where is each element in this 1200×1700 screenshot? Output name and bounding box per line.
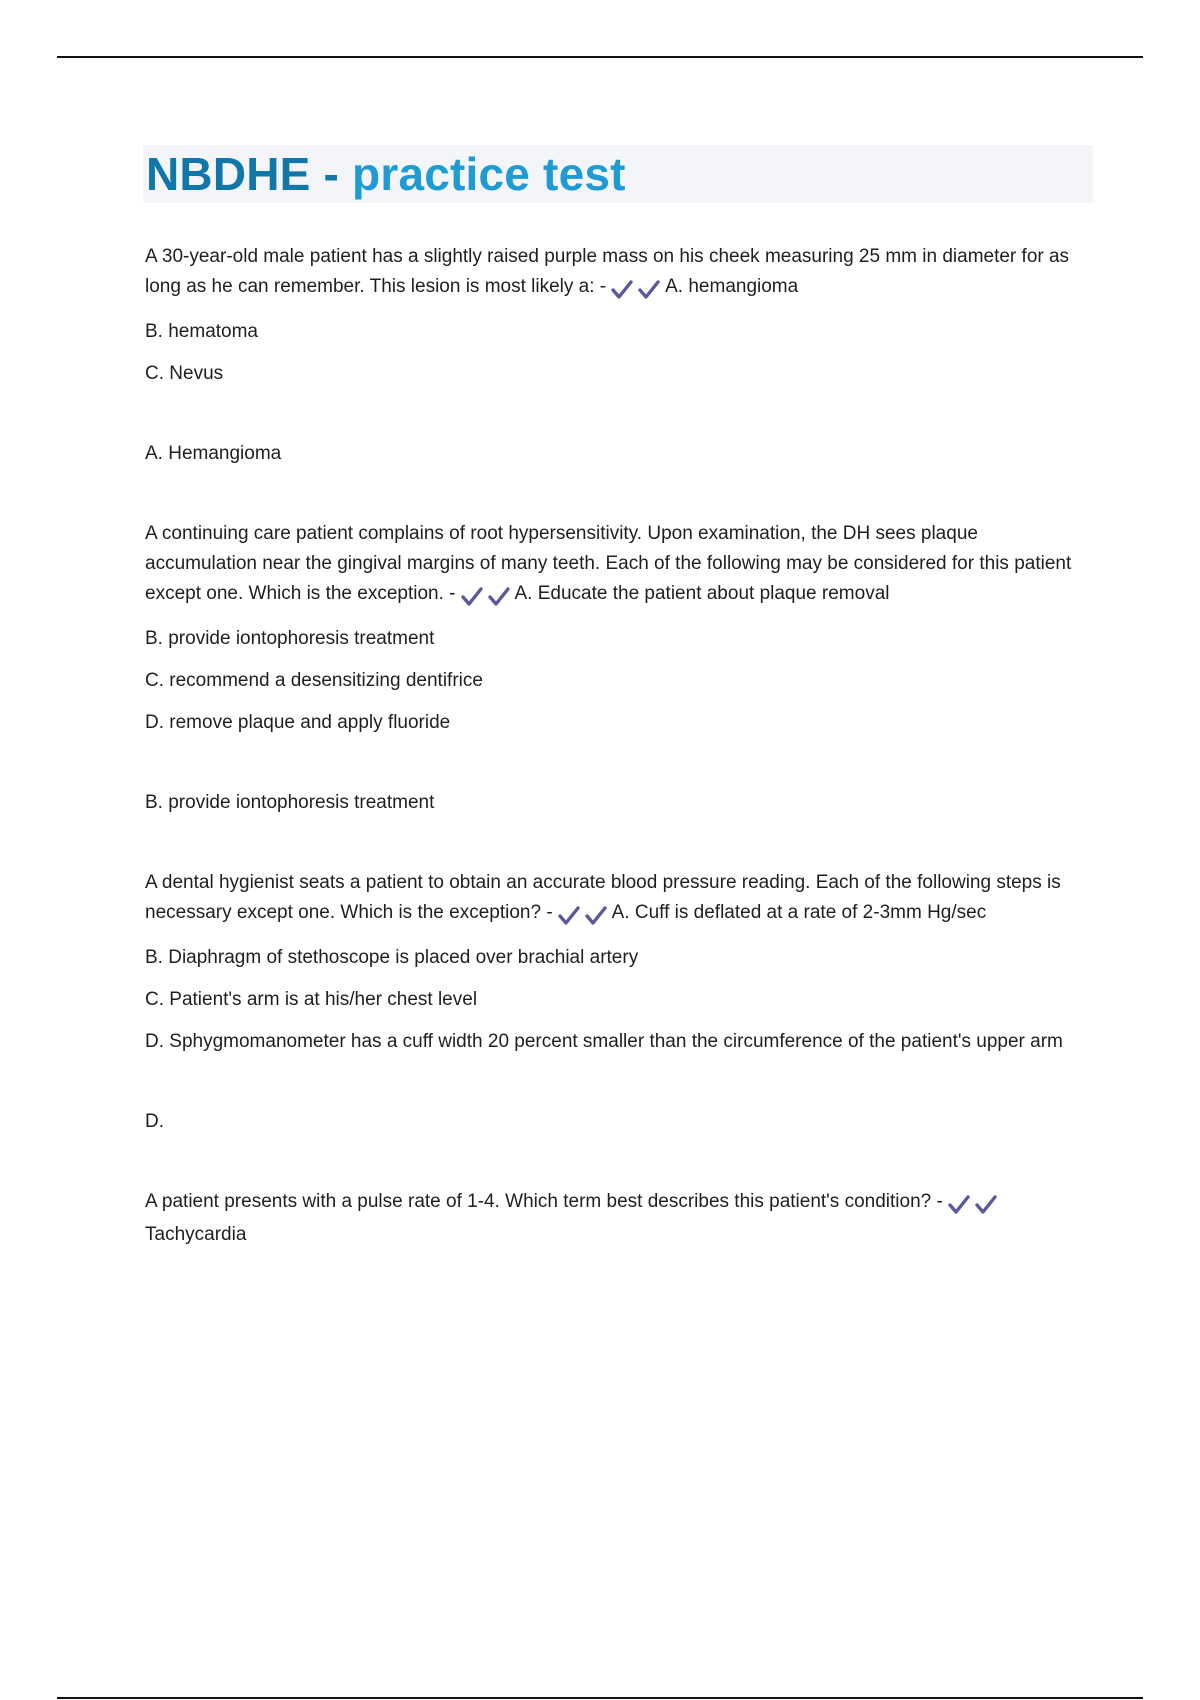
option: C. Patient's arm is at his/her chest level — [145, 989, 478, 1010]
option: B. Diaphragm of stethoscope is placed over brachial artery — [145, 947, 639, 968]
question-text: A dental hygienist seats a patient to obtain an accurate blood pressure reading. Each of the following steps is necessary except one. Which is the exception? - — [145, 872, 1061, 923]
option: B. provide iontophoresis treatment — [145, 628, 435, 649]
check-icon — [947, 1194, 999, 1216]
check-icon — [460, 586, 512, 608]
question-block — [145, 1187, 1085, 1250]
top-rule — [57, 56, 1143, 58]
check-icon-pair — [947, 1190, 999, 1220]
question-stem — [145, 242, 1085, 305]
page-title — [146, 147, 626, 201]
question-text: A continuing care patient complains of root hypersensitivity. Upon examination, the DH sees plaque accumulation near the gingival margins of many teeth. Each of the following may be considered for this patient except one. Which is the exception. - — [145, 523, 1072, 604]
check-icon — [557, 905, 609, 927]
option: D. remove plaque and apply fluoride — [145, 712, 451, 733]
option: D. Sphygmomanometer has a cuff width 20 percent smaller than the circumference of the patient's upper arm — [145, 1031, 1063, 1052]
question-block — [145, 868, 1085, 1137]
question-block — [145, 242, 1085, 469]
option: C. recommend a desensitizing dentifrice — [145, 670, 483, 691]
check-icon-pair — [460, 582, 512, 612]
question-list — [145, 242, 1085, 1300]
answer: B. provide iontophoresis treatment — [145, 792, 435, 813]
question-stem — [145, 519, 1085, 612]
check-icon — [610, 279, 662, 301]
option-first: Tachycardia — [145, 1224, 247, 1245]
question-stem — [145, 868, 1085, 931]
bottom-rule — [57, 1697, 1143, 1699]
title-part-1: NBDHE - — [146, 148, 340, 200]
option: C. Nevus — [145, 363, 224, 384]
check-icon-pair — [557, 901, 609, 931]
check-icon-pair — [610, 275, 662, 305]
answer: D. — [145, 1111, 164, 1132]
question-stem — [145, 1187, 1085, 1250]
question-text: A 30-year-old male patient has a slightly raised purple mass on his cheek measuring 25 mm in diameter for as long as he can remember. This lesion is most likely a: - — [145, 246, 1070, 297]
option-first: A. Educate the patient about plaque removal — [514, 583, 890, 604]
question-text: A patient presents with a pulse rate of 1-4. Which term best describes this patient's condition? - — [145, 1191, 943, 1212]
option-first: A. Cuff is deflated at a rate of 2-3mm Hg/sec — [611, 902, 987, 923]
option: B. hematoma — [145, 321, 258, 342]
answer: A. Hemangioma — [145, 443, 282, 464]
option-first: A. hemangioma — [665, 276, 799, 297]
title-part-2: practice test — [352, 148, 626, 200]
question-block — [145, 519, 1085, 818]
